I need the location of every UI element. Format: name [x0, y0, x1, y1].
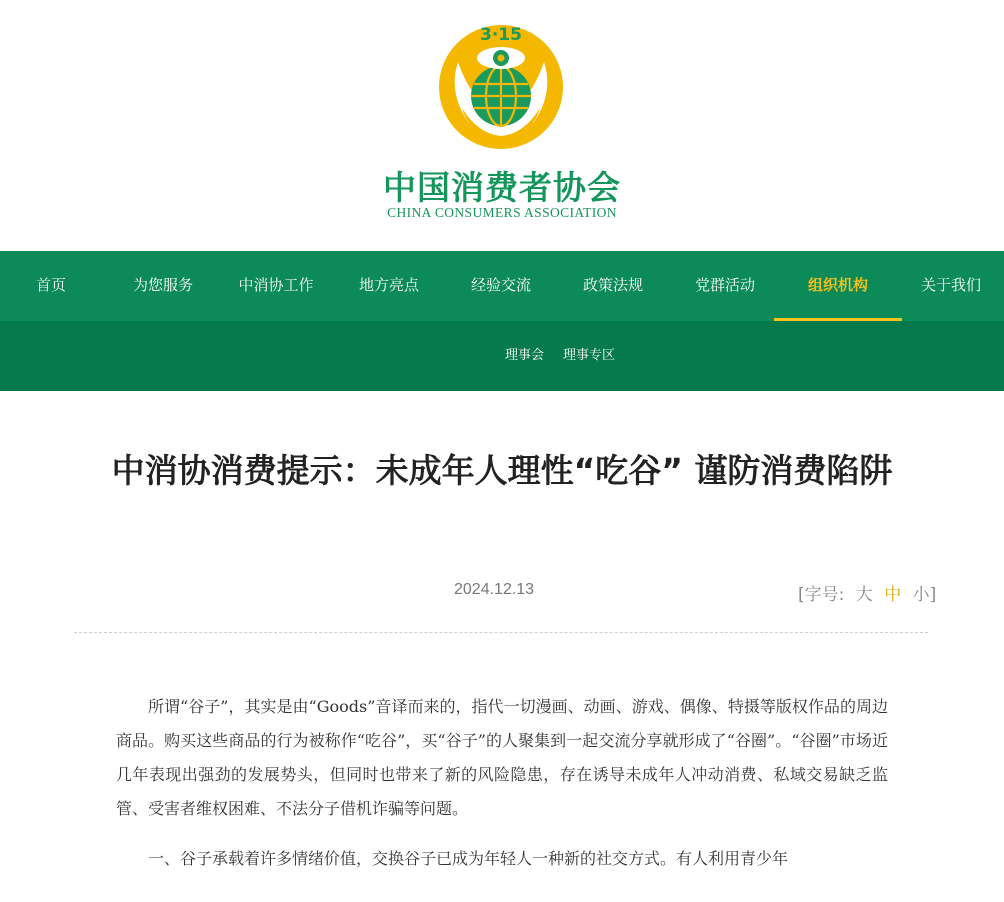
nav-item-policy[interactable]: [564, 251, 662, 321]
article-paragraph: 所谓“谷子”，其实是由“Goods”音译而来的，指代一切漫画、动画、游戏、偶像、特摄等版权作品的周边商品。购买这些商品的行为被称作“吃谷”，买“谷子”的人聚集到一起交流分享就形成了“谷圈”。“谷圈”市场近几年表现出强劲的发展势头，但同时也带来了新的风险隐患，存在诱导未成年人冲动消费、私域交易缺乏监管、受害者维权困难、不法分子借机诈骗等问题。: [116, 697, 888, 818]
nav-item-party[interactable]: [676, 251, 774, 321]
article-date: 2024.12.13: [454, 581, 535, 598]
article-paragraph: 一、谷子承载着许多情绪价值，交换谷子已成为年轻人一种新的社交方式。有人利用青少年: [148, 849, 789, 868]
nav-item-label: 经验交流: [470, 276, 531, 294]
title-divider: [74, 632, 928, 633]
nav-item-label: 为您服务: [132, 276, 193, 294]
sub-nav: [0, 321, 1004, 391]
cca-315-emblem-icon[interactable]: [438, 22, 564, 152]
nav-item-label: 政策法规: [582, 276, 643, 294]
nav-item-label: 地方亮点: [358, 276, 419, 294]
emblem-text: 3·15: [480, 25, 522, 45]
nav-item-label: 组织机构: [807, 276, 868, 294]
article-body: [116, 690, 888, 892]
font-size-suffix: ]: [929, 585, 937, 605]
nav-item-label: 首页: [35, 276, 66, 294]
nav-item-experience[interactable]: [452, 251, 550, 321]
font-size-small-button[interactable]: 小: [912, 585, 930, 605]
subnav-item-council-zone[interactable]: 理事专区: [563, 348, 616, 363]
nav-item-label: 关于我们: [920, 276, 981, 294]
subnav-item-council[interactable]: 理事会: [505, 348, 545, 363]
nav-item-local-highlights[interactable]: [340, 251, 438, 321]
nav-item-home[interactable]: [14, 251, 88, 321]
nav-item-services[interactable]: [114, 251, 212, 321]
font-size-large-button[interactable]: 大: [855, 585, 873, 605]
article-title: 中消协消费提示：未成年人理性“吃谷” 谨防消费陷阱: [111, 451, 893, 490]
main-nav: [0, 251, 1004, 321]
site-name-en: CHINA CONSUMERS ASSOCIATION: [387, 205, 617, 220]
site-header: [0, 0, 1004, 251]
nav-item-label: 中消协工作: [238, 276, 314, 294]
nav-item-organization[interactable]: [774, 251, 902, 321]
font-size-switcher: [798, 580, 936, 605]
site-name-cn: 中国消费者协会: [383, 168, 621, 207]
font-size-prefix: [字号:: [798, 585, 845, 605]
nav-item-cca-work[interactable]: [226, 251, 326, 321]
nav-item-label: 党群活动: [694, 276, 755, 294]
nav-item-about[interactable]: [902, 251, 1000, 321]
font-size-medium-button[interactable]: 中: [884, 585, 902, 605]
